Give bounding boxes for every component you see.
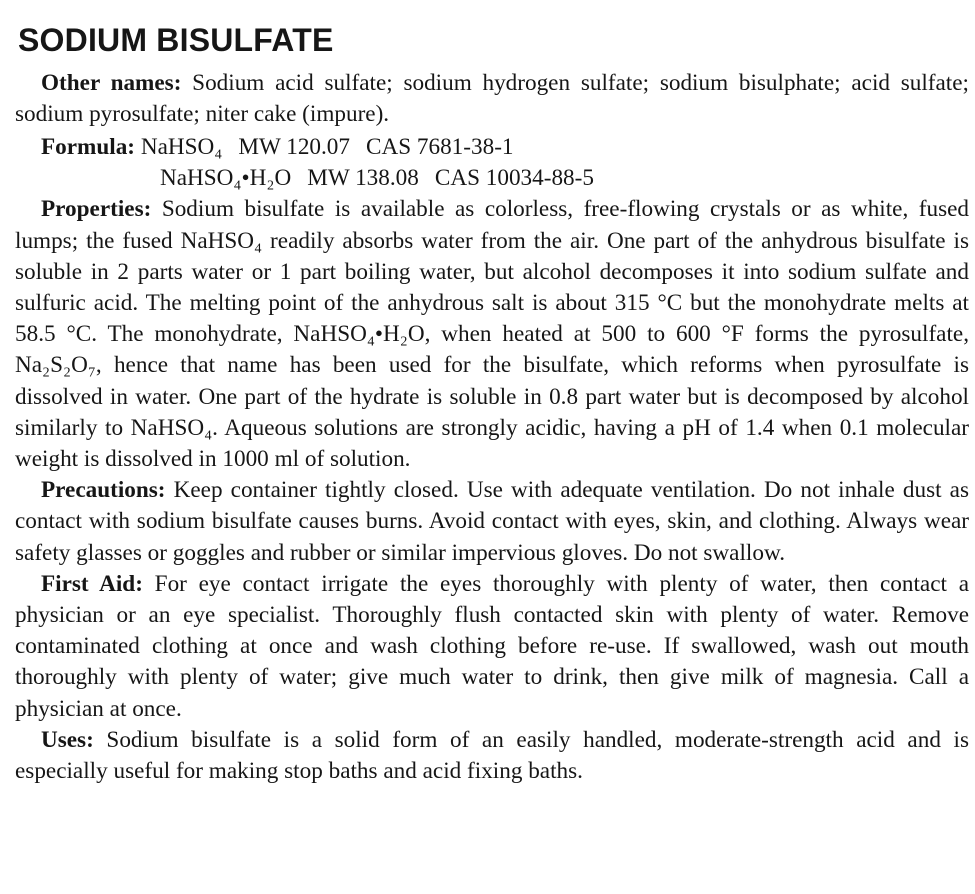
precautions-text: Keep container tightly closed. Use with adequate ventilation. Do not inhale dust as contact with sodium bisulfate causes burns. Avoid contact with eyes, skin, and clothing. Always wear safety glasses or goggles and rubber or similar impervious gloves. Do not swallow. [15, 477, 969, 566]
properties-label: Properties: [41, 196, 152, 223]
properties-text: Sodium bisulfate is available as colorless, free-flowing crystals or as white, fused lumps; the fused NaHSO₄ readily absorbs water from the air. One part of the anhydrous bisulfate is soluble in 2 parts water or 1 part boiling water, but alcohol decomposes it into sodium sulfate and sulfuric acid. The melting point of the anhydrous salt is about 315 °C but the monohydrate melts at 58.5 °C. The monohydrate, NaHSO₄•H₂O, when heated at 500 to 600 °F forms the pyrosulfate, Na₂S₂O₇, hence that name has been used for the bisulfate, which reforms when pyrosulfate is dissolved in water. One part of the hydrate is soluble in 0.8 part water but is decomposed by alcohol similarly to NaHSO₄. Aqueous solutions are strongly acidic, having a pH of 1.4 when 0.1 molecular weight is dissolved in 1000 ml of solution. [15, 196, 969, 473]
formula-value: NaHSO₄ [140, 134, 223, 161]
formula-label: Formula: [41, 134, 136, 161]
formula-block [15, 132, 969, 194]
molecular-weight: MW 138.08 [307, 165, 419, 192]
first-aid-paragraph [15, 569, 969, 725]
formula-row [15, 132, 969, 163]
other-names-text: Sodium acid sulfate; sodium hydrogen sulfate; sodium bisulphate; acid sulfate; sodium pyrosulfate; niter cake (impure). [15, 70, 969, 128]
precautions-label: Precautions: [41, 477, 166, 504]
cas-number: CAS 10034-88-5 [434, 165, 594, 192]
molecular-weight: MW 120.07 [238, 134, 350, 161]
formula-row [15, 163, 969, 194]
uses-text: Sodium bisulfate is a solid form of an easily handled, moderate-strength acid and is especially useful for making stop baths and acid fixing baths. [15, 726, 969, 785]
formula-value: NaHSO₄•H₂O [160, 165, 292, 192]
uses-label: Uses: [41, 726, 94, 753]
cas-number: CAS 7681-38-1 [366, 134, 514, 161]
other-names-label: Other names: [41, 70, 182, 96]
first-aid-label: First Aid: [41, 570, 143, 597]
properties-paragraph [15, 194, 969, 475]
first-aid-text: For eye contact irrigate the eyes thoroughly with plenty of water, then contact a physician or an eye specialist. Thoroughly flush contacted skin with plenty of water. Remove contaminated clothing at once and wash clothing before re-use. If swallowed, wash out mouth thoroughly with plenty of water; give much water to drink, then give milk of magnesia. Call a physician at once. [15, 570, 969, 722]
precautions-paragraph [15, 475, 969, 569]
uses-paragraph [15, 725, 969, 787]
page-title: SODIUM BISULFATE [18, 22, 334, 58]
other-names-paragraph [15, 68, 969, 130]
